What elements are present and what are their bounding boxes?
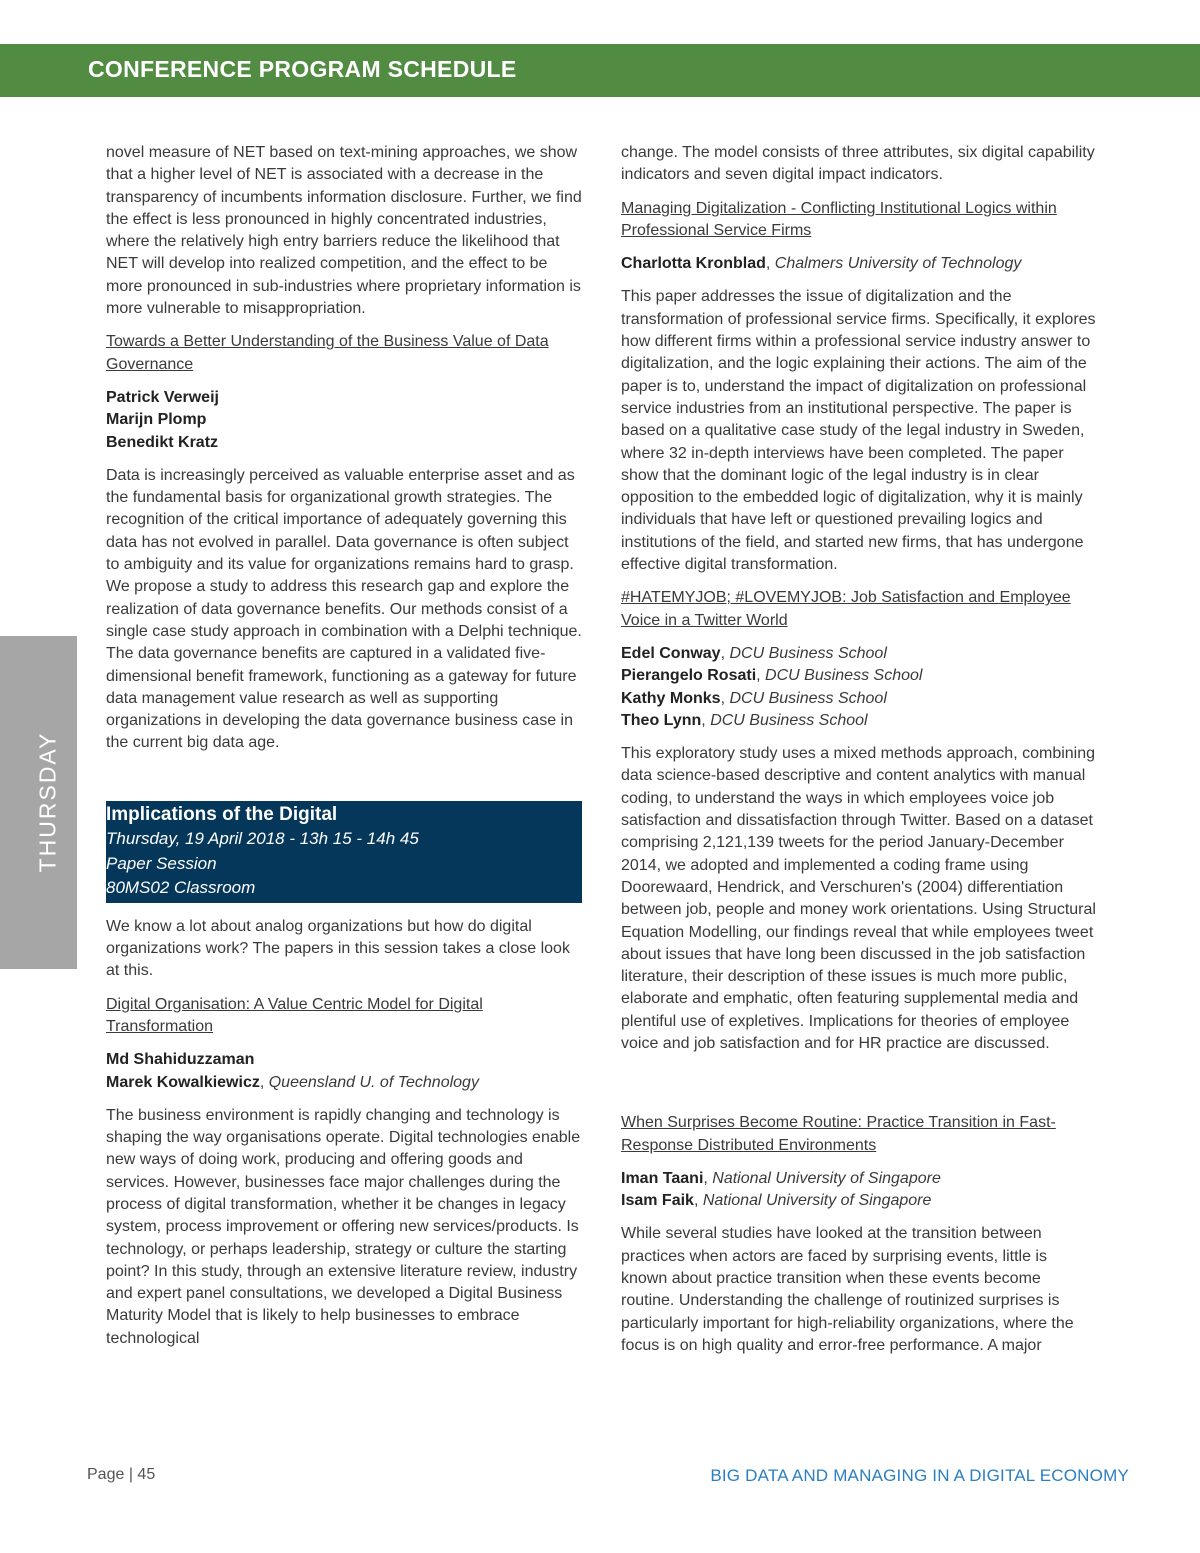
author-affiliation: DCU Business School <box>710 711 868 729</box>
author <box>621 1190 1097 1212</box>
author <box>621 253 1097 275</box>
author-separator: , <box>703 1169 713 1187</box>
author-affiliation: DCU Business School <box>729 689 887 707</box>
author-name: Benedikt Kratz <box>106 433 219 451</box>
left-column <box>106 142 582 1361</box>
author-affiliation: DCU Business School <box>729 644 887 662</box>
author <box>621 710 1097 732</box>
author-name: Marek Kowalkiewicz <box>106 1073 260 1091</box>
paper-title-link[interactable]: Digital Organisation: A Value Centric Model for Digital Transformation <box>106 995 483 1035</box>
paper-title-link[interactable]: Managing Digitalization - Conflicting Institutional Logics within Professional Service Firms <box>621 199 1057 239</box>
session-datetime: Thursday, 19 April 2018 - 13h 15 - 14h 45 <box>106 829 419 849</box>
session-description: We know a lot about analog organizations but how do digital organizations work? The papers in this session takes a close look at this. <box>106 917 570 980</box>
author-separator: , <box>693 1192 703 1210</box>
author-list <box>621 1168 1097 1213</box>
footer-publication-title: BIG DATA AND MANAGING IN A DIGITAL ECONOMY <box>710 1466 1129 1485</box>
author <box>106 1072 582 1094</box>
author-name: Pierangelo Rosati <box>621 667 757 685</box>
author-name: Theo Lynn <box>621 711 702 729</box>
paper-title-link[interactable]: When Surprises Become Routine: Practice Transition in Fast-Response Distributed Environments <box>621 1114 1056 1154</box>
paper-abstract: The business environment is rapidly changing and technology is shaping the way organisations operate. Digital technologies enable new ways of doing work, producing and offering goods and services. However, businesses face major challenges during the process of digital transformation, whether it be changes in legacy system, process improvement or offering new services/products. Is technology, or perhaps leadership, strategy or culture the starting point? In this study, through an extensive literature review, industry and expert panel consultations, we developed a Digital Business Maturity Model that is likely to help businesses to embrace technological <box>106 1106 581 1347</box>
author-affiliation: National University of Singapore <box>702 1192 932 1210</box>
author-affiliation: DCU Business School <box>765 667 923 685</box>
paper-abstract: This exploratory study uses a mixed methods approach, combining data science-based descriptive and content analytics with manual coding, to understand the ways in which employees voice job satisfaction and dissatisfaction through Twitter. Based on a dataset comprising 2,121,139 tweets for the period January-December 2014, we adopted and implemented a coding frame using Doorewaard, Hendrick, and Verschuren's (2004) differentiation between job, people and money work orientations. Using Structural Equation Modelling, our findings reveal that while employees tweet about issues that have long been discussed in the job satisfaction literature, their description of these issues is much more public, elaborate and emphatic, often featuring supplemental media and plentiful use of expletives. Implications for theories of employee voice and job satisfaction and for HR practice are discussed. <box>621 745 1096 1052</box>
author-separator: , <box>756 667 766 685</box>
paper-abstract: While several studies have looked at the transition between practices when actors are faced by surprising events, little is known about practice transition when these events become routine. Understanding the challenge of routinized surprises is particularly important for high-reliability organizations, where the focus is on high quality and error-free performance. A major <box>621 1225 1074 1354</box>
author-affiliation: Queensland U. of Technology <box>268 1073 479 1091</box>
author-separator: , <box>765 255 775 273</box>
session-type: Paper Session <box>106 853 217 873</box>
author <box>106 387 582 409</box>
author-separator: , <box>701 711 711 729</box>
paper-abstract: This paper addresses the issue of digitalization and the transformation of professional service firms. Specifically, it explores how different firms within a professional service industry answer to digitalization, and the logic explaining their actions. The aim of the paper is to, understand the impact of digitalization on professional service industries from an institutional perspective. The paper is based on a qualitative case study of the legal industry in Sweden, where 32 in-depth interviews have been completed. The paper show that the dominant logic of the legal industry is in clear opposition to the embedded logic of digitalization, why it is mainly individuals that have left or questioned prevailing logics and institutions of the field, and started new firms, that has undergone effective digital transformation. <box>621 288 1096 574</box>
paper-title-link[interactable]: Towards a Better Understanding of the Business Value of Data Governance <box>106 333 549 373</box>
author-name: Edel Conway <box>621 644 721 662</box>
page-header-title: CONFERENCE PROGRAM SCHEDULE <box>88 56 517 82</box>
author <box>106 432 582 454</box>
author <box>621 688 1097 710</box>
author <box>621 643 1097 665</box>
author-name: Isam Faik <box>621 1192 694 1210</box>
author-list <box>106 387 582 454</box>
continued-abstract: change. The model consists of three attributes, six digital capability indicators and seven digital impact indicators. <box>621 144 1095 184</box>
right-column <box>621 142 1097 1368</box>
session-room: 80MS02 Classroom <box>106 878 256 898</box>
column-spacer <box>621 1066 1097 1112</box>
continued-abstract: novel measure of NET based on text-mining approaches, we show that a higher level of NET is associated with a decrease in the transparency of incumbents information disclosure. Further, we find the effect is less pronounced in highly concentrated industries, where the relatively high entry barriers reduce the likelihood that NET will develop into realized competition, and the effect to be more pronounced in sub-industries where proprietary information is more vulnerable to misappropriation. <box>106 144 582 318</box>
author-name: Patrick Verweij <box>106 388 219 406</box>
author-affiliation: National University of Singapore <box>712 1169 941 1187</box>
paper-title-link[interactable]: #HATEMYJOB; #LOVEMYJOB: Job Satisfaction and Employee Voice in a Twitter World <box>621 589 1071 629</box>
session-header-box <box>106 801 582 903</box>
author-name: Charlotta Kronblad <box>621 255 766 273</box>
day-side-tab-label: THURSDAY <box>34 731 61 873</box>
author <box>621 1168 1097 1190</box>
paper-abstract: Data is increasingly perceived as valuable enterprise asset and as the fundamental basis for organizational growth strategies. The recognition of the critical importance of adequately governing this data has not evolved in parallel. Data governance is often subject to ambiguity and its value for organizations remains hard to grasp. We propose a study to address this research gap and explore the realization of data governance benefits. Our methods consist of a single case study approach in combination with a Delphi technique. The data governance benefits are captured in a validated five-dimensional benefit framework, functioning as a gateway for future data management value research as well as supporting organizations in developing the data governance business case in the current big data age. <box>106 466 582 752</box>
author <box>106 409 582 431</box>
author-separator: , <box>720 644 730 662</box>
author-name: Marijn Plomp <box>106 411 207 429</box>
session-title: Implications of the Digital <box>106 803 338 825</box>
author-list <box>621 253 1097 275</box>
author-list <box>621 643 1097 732</box>
author-name: Iman Taani <box>621 1169 704 1187</box>
page-number: Page | 45 <box>87 1466 156 1483</box>
author-affiliation: Chalmers University of Technology <box>774 255 1022 273</box>
author-separator: , <box>720 689 730 707</box>
author <box>106 1049 582 1071</box>
author-name: Kathy Monks <box>621 689 721 707</box>
author-list <box>106 1049 582 1094</box>
author-name: Md Shahiduzzaman <box>106 1051 255 1069</box>
author-separator: , <box>259 1073 269 1091</box>
author <box>621 665 1097 687</box>
